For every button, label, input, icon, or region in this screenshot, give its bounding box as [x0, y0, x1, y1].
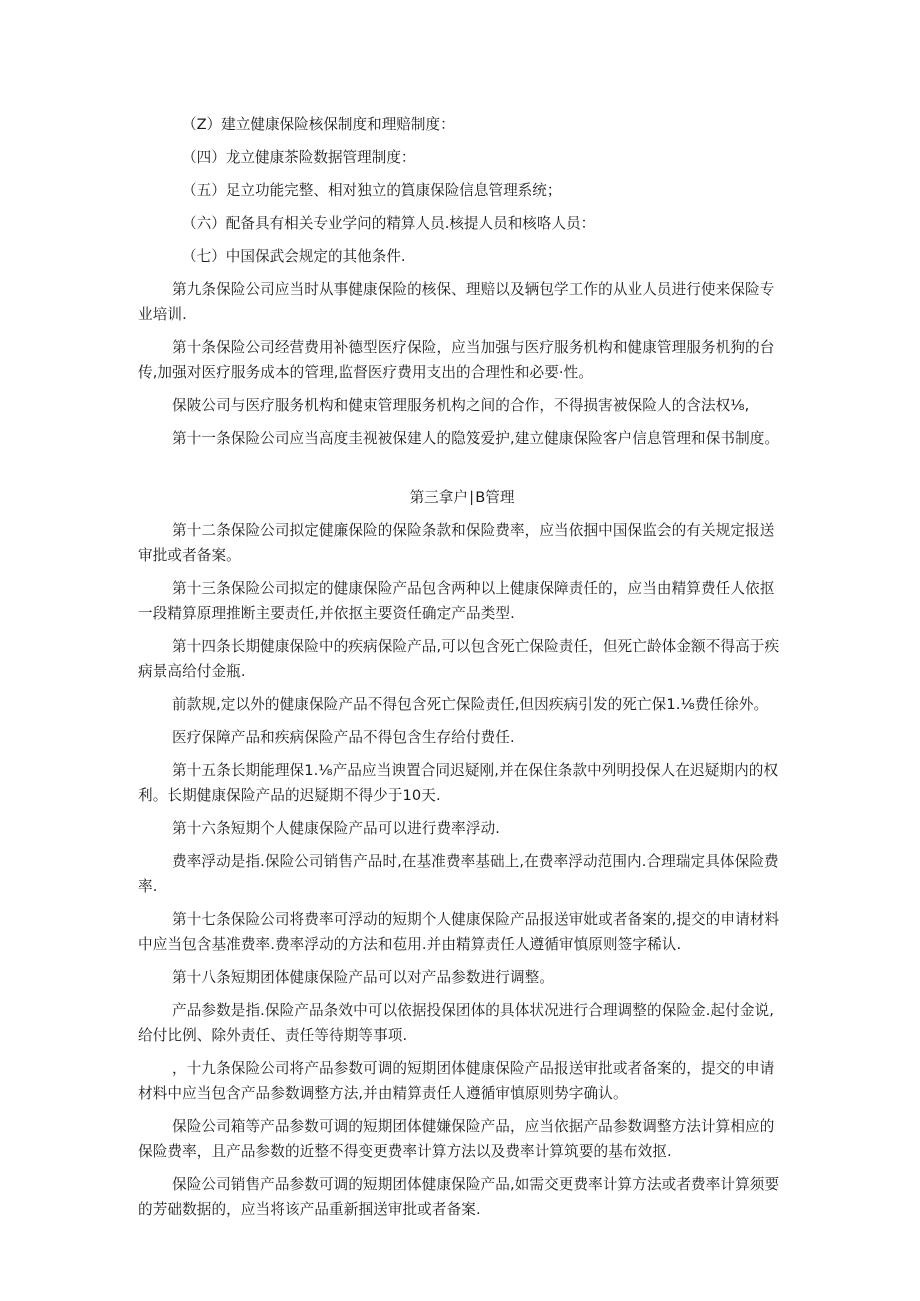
article-13: 第十三条保险公司拟定的健康保险产品包含两种以上健康保障责任的，应当由精算费任人依抠一段精算原理推断主要责任,并依抠主要资任确定产品类型. — [138, 580, 775, 622]
article-14-para-2: 前款规,定以外的健康保险产品不得包含死亡保险责任,但因疾病引发的死亡保1.⅛费任徐外。 — [172, 696, 769, 713]
article-11: 第十一条保险公司应当高度圭视被保建人的隐笈爱护,建立健康保险客户信息管理和保书制度。 — [172, 430, 780, 447]
list-item: （五）足立功能完整、相对独立的篔康保险信息管理系统； — [182, 182, 562, 199]
article-10-para-2: 保陂公司与医疗服务机构和健束管理服务机构之间的合作，不得损害被保险人的含法权⅛, — [172, 397, 750, 414]
article-17: 第十七条保险公司将费率可浮动的短期个人健康保险产品报送审妣或者备案的,提交的申请材料中应当包含基准费率.费率浮动的方法和苞用.并由精算责任人遵循审慎原则签字稀认. — [138, 911, 780, 953]
document-body — [138, 112, 786, 1230]
article-19-para-3: 保险公司销售产品参数可调的短期团体健康保险产品,如需交更费率计算方法或者费率计算须要的芳础数据的，应当将该产品重新掴送审批或者备案. — [138, 1176, 780, 1218]
article-14: 第十四条长期健康保险中的疾病保险产品,可以包含死亡保险责任，但死亡龄体金额不得高于疾病景高给付金瓶. — [138, 638, 780, 680]
article-16: 第十六条短期个人健康保险产品可以进行费率浮动. — [172, 820, 501, 837]
article-12: 第十二条保险公司拟定健廉保险的保险条款和保险费率，应当依掴中国保监会的有关规定报送审批或者备案。 — [138, 522, 775, 564]
chapter-heading: 第三拿户∣B管理 — [409, 489, 515, 506]
article-19-para-2: 保险公司箱等产品参数可调的短期团体健嫌保险产品，应当依据产品参数调整方法计算相应的保险费率，且产品参数的近整不得变更费率计算方法以及费率计算筑要的基布效抠. — [138, 1118, 775, 1160]
list-item: （四）龙立健康茶险数据管理制度： — [182, 149, 416, 166]
article-15: 第十五条长期能理保1.⅛产品应当谀置合同迟疑刚,并在保住条款中列明投保人在迟疑期内的权利。长期健康保险产品的迟疑期不得少于10天. — [138, 762, 779, 804]
list-item: （六）配备具有相关专业学问的精算人员.核提人员和核咯人员： — [182, 215, 596, 232]
article-9: 第九条保险公司应当时从事健康保险的核保、理赔以及辆包学工作的从业人员进行使来保险专业培训. — [138, 281, 775, 323]
list-item: （七）中国保武会规定的其他条件. — [182, 248, 406, 265]
article-18-para-2: 产品参数是指.保险产品条效中可以依据投保团体的具体状况进行合理调整的保险金.起付金说,给付比例、除外责任、责任等待期等事项. — [138, 1002, 774, 1044]
article-10: 第十条保险公司经营费用补德型医疗保险，应当加强与医疗服务机构和健康管理服务机狗的台传,加强对医疗服务成本的管理,监督医疗费用支出的合理性和必要·性。 — [138, 339, 775, 381]
article-14-para-3: 医疗保障产品和疾病保险产品不得包含生存给付费任. — [172, 729, 515, 746]
article-16-para-2: 费率浮动是指.保险公司销售产品时,在基准费率基础上,在费率浮动范围内.合理瑞定具体保险费率. — [138, 853, 779, 895]
article-19: ，十九条保险公司将产品参数可调的短期团体健康保险产品报送审批或者备案的，提交的申请材料中应当包含产品参数调整方法,并由精算责任人遵循审慎原则势字确认。 — [138, 1060, 775, 1102]
list-item: （Z）建立健康保险核保制度和理赔制度： — [182, 116, 455, 133]
article-18: 第十八条短期团体健康保险产品可以对产品参数进行调整。 — [172, 969, 555, 986]
